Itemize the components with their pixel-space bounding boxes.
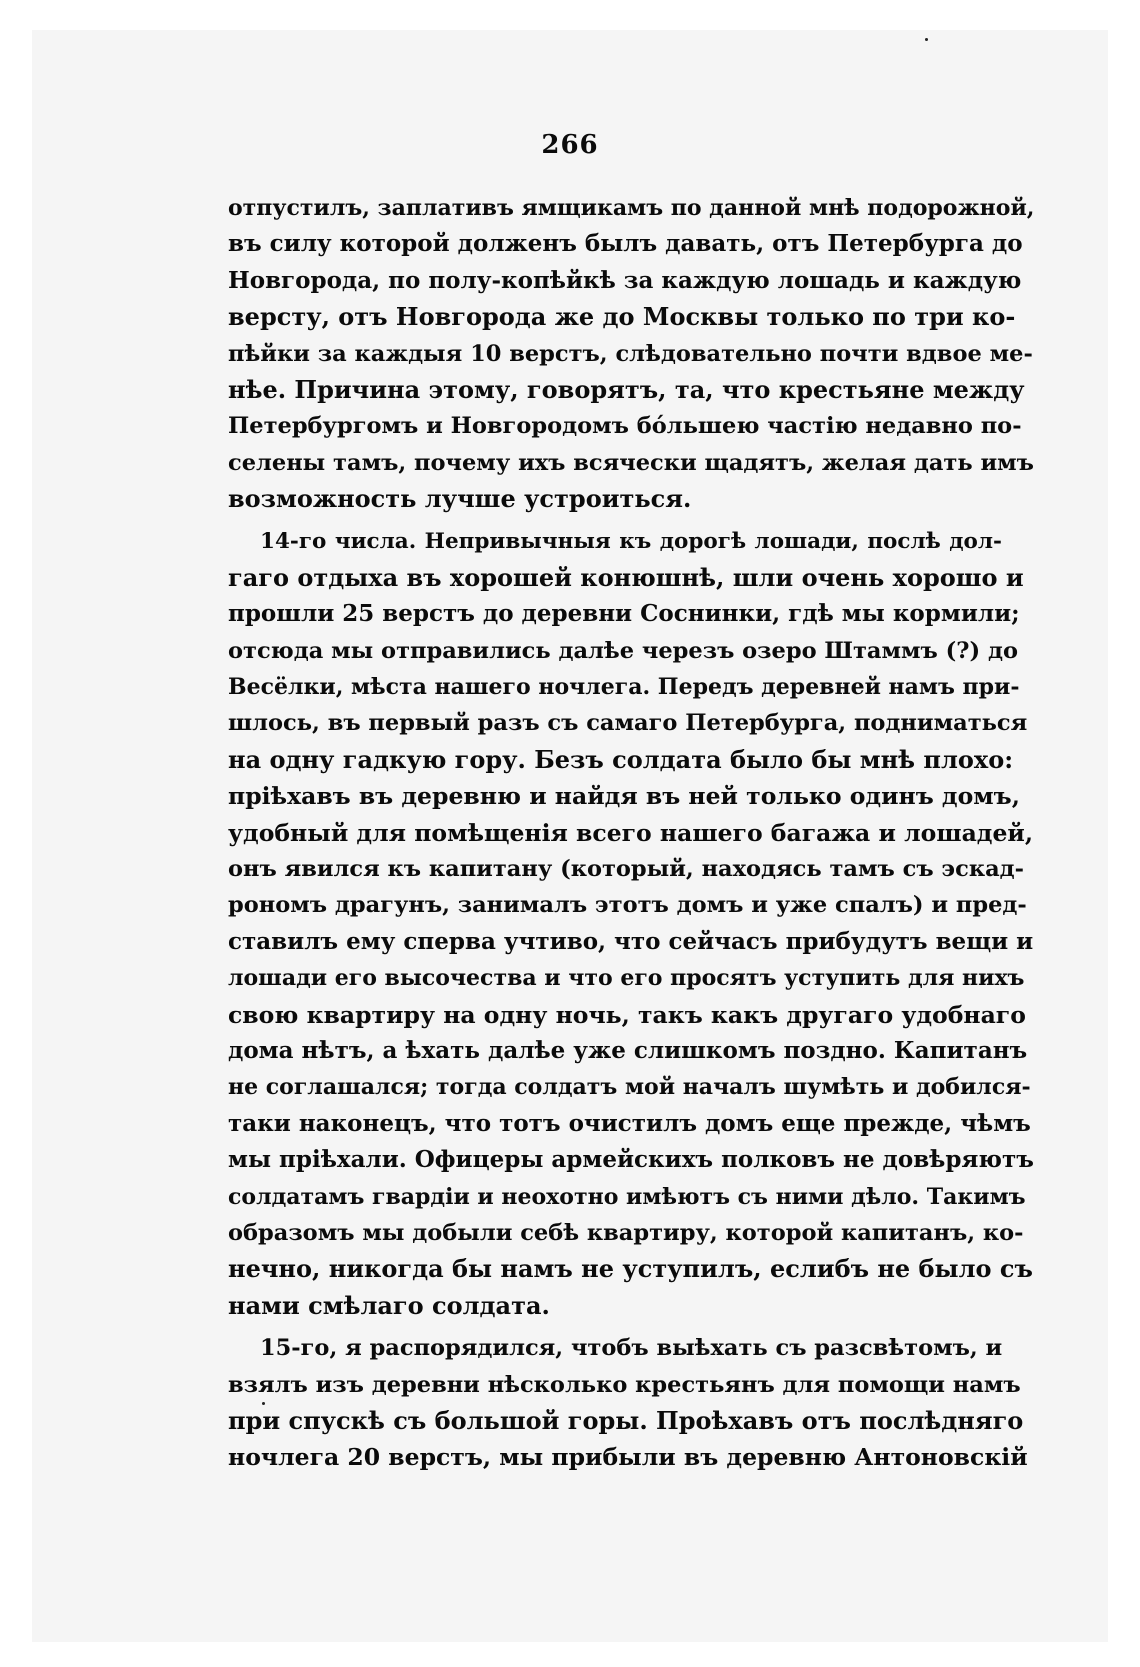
- text-line: не соглашался; тогда солдатъ мой началъ шумѣть и добился-: [228, 1074, 1031, 1101]
- text-line: нечно, никогда бы намъ не уступилъ, еслибъ не было съ: [228, 1254, 1033, 1284]
- text-line: нѣе. Причина этому, говорятъ, та, что крестьяне между: [228, 374, 1025, 404]
- text-line: рономъ драгунъ, занималъ этотъ домъ и уже спалъ) и пред-: [228, 892, 1027, 919]
- text-line: таки наконецъ, что тотъ очистилъ домъ еще прежде, чѣмъ: [228, 1109, 1031, 1137]
- paragraph: [228, 190, 1035, 518]
- text-line: ночлега 20 верстъ, мы прибыли въ деревню Антоновскій: [228, 1443, 1028, 1472]
- text-line: взялъ изъ деревни нѣсколько крестьянъ для помощи намъ: [228, 1371, 1021, 1398]
- text-line: селены тамъ, почему ихъ всячески щадятъ, желая дать имъ: [228, 449, 1034, 476]
- text-line: 14-го числа. Непривычныя къ дорогѣ лошади, послѣ дол-: [260, 528, 1002, 554]
- text-line: нами смѣлаго солдата.: [228, 1290, 550, 1320]
- text-line: версту, отъ Новгорода же до Москвы только по три ко-: [228, 302, 1016, 332]
- text-line: при спускѣ съ большой горы. Проѣхавъ отъ послѣдняго: [228, 1405, 1024, 1435]
- text-line: дома нѣтъ, а ѣхать далѣе уже слишкомъ поздно. Капитанъ: [228, 1036, 1028, 1064]
- text-line: Новгорода, по полу-копѣйкѣ за каждую лошадь и каждую: [228, 266, 1022, 294]
- dust-speck: [925, 38, 928, 41]
- text-line: прошли 25 верстъ до деревни Соснинки, гдѣ мы кормили;: [228, 600, 1020, 628]
- paragraph: [228, 524, 1034, 1325]
- text-line: 15-го, я распорядился, чтобъ выѣхать съ разсвѣтомъ, и: [260, 1335, 1003, 1362]
- text-line: шлось, въ первый разъ съ самаго Петербурга, подниматься: [228, 710, 1028, 737]
- text-line: въ силу которой долженъ былъ давать, отъ Петербурга до: [228, 230, 1023, 258]
- text-line: Петербургомъ и Новгородомъ бо́льшею частію недавно по-: [228, 413, 1022, 440]
- text-line: пріѣхавъ въ деревню и найдя въ ней только одинъ домъ,: [228, 782, 1020, 811]
- text-line: образомъ мы добыли себѣ квартиру, которой капитанъ, ко-: [228, 1219, 1024, 1246]
- text-line: лошади его высочества и что его просятъ уступить для нихъ: [228, 965, 1025, 992]
- text-line: возможность лучше устроиться.: [228, 484, 692, 514]
- text-line: гаго отдыха въ хорошей конюшнѣ, шли очень хорошо и: [228, 562, 1024, 592]
- text-line: Весёлки, мѣста нашего ночлега. Передъ деревней намъ при-: [228, 674, 1020, 701]
- text-line: ставилъ ему сперва учтиво, что сейчасъ прибудутъ вещи и: [228, 927, 1034, 955]
- text-line: отпустилъ, заплативъ ямщикамъ по данной мнѣ подорожной,: [228, 195, 1035, 221]
- text-line: онъ явился къ капитану (который, находясь тамъ съ эскад-: [228, 856, 1024, 883]
- text-line: мы пріѣхали. Офицеры армейскихъ полковъ не довѣряютъ: [228, 1146, 1034, 1174]
- text-line: солдатамъ гвардіи и неохотно имѣютъ съ ними дѣло. Такимъ: [228, 1183, 1026, 1210]
- text-line: на одну гадкую гору. Безъ солдата было бы мнѣ плохо:: [228, 744, 1014, 774]
- page-number: 266: [541, 130, 599, 160]
- text-line: удобный для помѣщенія всего нашего багажа и лошадей,: [228, 818, 1034, 847]
- text-line: свою квартиру на одну ночь, такъ какъ другаго удобнаго: [228, 1000, 1026, 1029]
- text-line: пѣйки за каждыя 10 верстъ, слѣдовательно почти вдвое ме-: [228, 340, 1033, 367]
- body-text: [228, 190, 1035, 1476]
- text-line: отсюда мы отправились далѣе черезъ озеро Штаммъ (?) до: [228, 637, 1018, 664]
- paragraph: [228, 1330, 1028, 1476]
